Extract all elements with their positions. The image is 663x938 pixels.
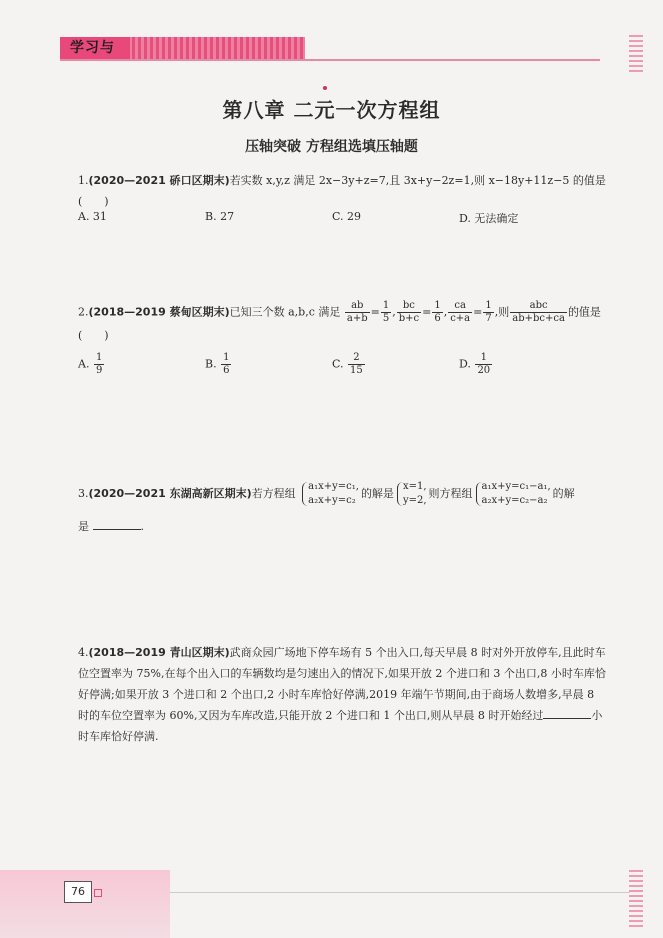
- option-a: A. 31: [78, 210, 107, 223]
- equals-sign: =: [370, 305, 380, 319]
- page-number: 76: [64, 881, 92, 903]
- fraction-value-3: $\frac{1}{7}$: [485, 300, 492, 324]
- answer-blank[interactable]: [543, 708, 591, 719]
- question-text-cont: ,则: [494, 305, 510, 319]
- question-number: 3.: [78, 487, 89, 500]
- question-source-tag: (2020—2021 硚口区期末): [88, 174, 230, 187]
- option-d: D. 无法确定: [459, 212, 519, 225]
- question-3-answer-line: [78, 516, 608, 537]
- fraction-ca: $\frac{ca}{c+a}$: [450, 300, 471, 324]
- fraction-abc: $\frac{\text{abc}}{ab+bc+ca}$: [512, 300, 565, 324]
- question-4: [78, 642, 608, 747]
- fraction-value-1: $\frac{1}{5}$: [382, 300, 390, 324]
- page-marker-icon: [94, 889, 102, 897]
- question-source-tag: (2018—2019 蔡甸区期末): [88, 305, 230, 319]
- question-text-end: 的值是( ): [78, 305, 601, 342]
- answer-suffix: .: [140, 520, 144, 533]
- option-c: C. $\frac{2}{15}$: [332, 352, 363, 376]
- question-number: 1.: [78, 174, 89, 187]
- question-text-cont-3: 的解: [552, 487, 575, 500]
- fraction-ab: $\frac{ab}{a+b}$: [346, 300, 368, 324]
- question-number: 2.: [78, 305, 89, 319]
- question-number: 4.: [78, 646, 89, 659]
- chapter-title: 第八章 二元一次方程组: [222, 98, 441, 122]
- answer-blank[interactable]: [93, 519, 141, 530]
- option-b: B. $\frac{1}{6}$: [205, 352, 230, 376]
- option-a: A. $\frac{1}{9}$: [78, 352, 103, 376]
- header-rule: [60, 59, 600, 61]
- option-d: D. $\frac{1}{20}$: [459, 352, 491, 376]
- option-c: C. 29: [332, 210, 362, 223]
- question-3: [78, 480, 608, 508]
- question-source-tag: (2018—2019 青山区期末): [88, 646, 230, 659]
- header-banner: [60, 37, 305, 59]
- solution-system: x=1, y=2,: [396, 480, 427, 508]
- chapter-dot: [323, 86, 327, 90]
- equation-system-1: a₁x+y=c₁, a₂x+y=c₂: [301, 480, 359, 508]
- answer-prefix: 是: [78, 520, 89, 533]
- section-title: 压轴突破 方程组选填压轴题: [245, 139, 418, 155]
- header-label: 学习与: [70, 40, 115, 56]
- option-b: B. 27: [205, 210, 235, 223]
- question-2: 2.(2018—2019 蔡甸区期末)已知三个数 a,b,c 满足 $\frac{ab}{a+b}$ = $\frac{1}{5}$ , $\frac{bc}{b+c}$ = $\frac{1}{6}$ , $\frac{ca}{c+a}$ = $\frac{1}{7}$ ,则 $\frac{\text{abc}}{ab+bc+ca}$ 的值是( ): [78, 300, 601, 342]
- question-text: 若方程组: [251, 487, 296, 500]
- question-text-end: 小时车库恰好停满.: [78, 709, 603, 743]
- question-text: 已知三个数 a,b,c 满足: [229, 305, 341, 319]
- question-text: 若实数 x,y,z 满足 2x−3y+z=7,且 3x+y−2z=1,则 x−18y+11z−5 的值是( ): [78, 174, 606, 208]
- fraction-value-2: $\frac{1}{6}$: [434, 300, 441, 324]
- equation-system-2: a₁x+y=c₁−a₁, a₂x+y=c₂−a₂: [475, 480, 551, 508]
- footer-rule: [170, 892, 630, 893]
- edge-decoration-top: [629, 35, 643, 75]
- fraction-bc: $\frac{bc}{b+c}$: [398, 300, 420, 324]
- question-text-cont-2: 则方程组: [428, 487, 473, 500]
- question-text-cont: 的解是: [360, 487, 394, 500]
- question-1: [78, 170, 608, 212]
- question-source-tag: (2020—2021 东湖高新区期末): [88, 487, 252, 500]
- edge-decoration-bottom: [629, 870, 643, 930]
- question-text: 武商众园广场地下停车场有 5 个出入口,每天早晨 8 时对外开放停车,且此时车位空置率为 75%,在每个出入口的车辆数均是匀速出入的情况下,如果开放 2 个进口和 3 个出口,8 小时车库恰好停满;如果开放 3 个进口和 2 个出口,2 小时车库恰好停满,2019 年端午节期间,由于商场人数增多,早晨 8 时的车位空置率为 60%,又因为车库改造,只能开放 2 个进口和 1 个出口,则从早晨 8 时开始经过: [78, 646, 606, 722]
